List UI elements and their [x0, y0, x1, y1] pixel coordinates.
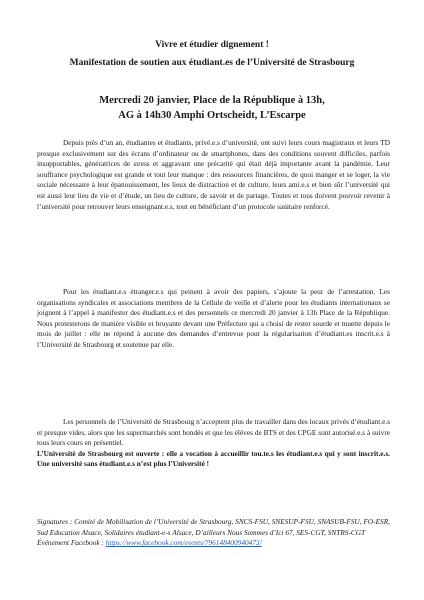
paragraph-1 [37, 138, 390, 212]
paragraph-text: Pour les étudiant.e.s étranger.e.s qui peinent à avoir des papiers, s’ajoute la peur de l’arrestation. Les organisations syndicales et associations membres de la Cellule de veille et d’alerte pour les étudiants internationaux se joignent à l’appel à manifester des étudiant.e.s et des personnels ce mercredi 20 janvier à 13h Place de la République. Nous protesterons de manière visible et bruyante devant une Préfecture qui a choisi de rester sourde et muette depuis le mois de juillet : elle ne répond à aucune des demandes d’entrevue pour la régularisation d’étudiant.es inscrit.e.s à l’Université de Strasbourg et soutenue par elle. [37, 287, 390, 349]
event-assembly: AG à 14h30 Amphi Ortscheidt, L’Escarpe [118, 110, 306, 121]
signatures-block [37, 517, 390, 549]
event-date-place: Mercredi 20 janvier, Place de la République à 13h, [99, 95, 325, 106]
paragraph-3 [37, 417, 390, 470]
facebook-event-link[interactable]: https://www.facebook.com/events/796148400940473/ [105, 538, 262, 548]
paragraph-text: Depuis près d’un an, étudiantes et étudiants, privé.e.s d’université, ont suivi leurs cours magistraux et leurs TD presque exclusivement sur des écrans d’ordinateur ou de smartphones, dans des conditions souvent difficiles, parfois insupportables, génératrices de stress et aggravant une précarité qui était déjà importante avant la pandémie. Leur souffrance psychologique est grande et tout leur manque : des ressources financières, de quoi manger et se loger, la vie sociale nécessaire à leur épanouissement, les lieux de distraction et de culture, leurs ami.e.s et bien sûr l’université qui est aussi leur lieu de vie et d’étude, un lieu de culture, de savoir et de partage. Toutes et tous doivent pouvoir revenir à l’université pour retrouver leurs enseignant.e.s, tout en bénéficiant d’un protocole sanitaire renforcé. [37, 138, 390, 211]
document-title: Vivre et étudier dignement ! [155, 40, 269, 50]
closing-statement: L’Université de Strasbourg est ouverte : elle a vocation à accueillir tou.te.s les étudiant.e.s qui y sont inscrit.e.s. Une université sans étudiant.e.s n’est plus l’Université ! [37, 448, 390, 469]
signatures-list: Signatures : Comité de Mobilisation de l’Université de Strasbourg, SNCS-FSU, SNESUP-FSU, SNASUB-FSU, FO-ESR, Sud Education Alsace, Solidaires étudiant-e-s Alsace, D’ailleurs Nous Sommes d’Ici 67, SES-CGT, SNTRS-CGT [37, 517, 390, 537]
paragraph-2 [37, 287, 390, 351]
paragraph-text: Les personnels de l’Université de Strasbourg n’acceptent plus de travailler dans des locaux privés d’étudiant.e.s et presque vides, alors que les supermarchés sont bondés et que les élèves de BTS et des CPGE sont autorisé.e.s à suivre tous leurs cours en présentiel. [37, 417, 390, 448]
facebook-event-line [37, 538, 390, 549]
event-details [40, 93, 384, 123]
facebook-label: Événement Facebook : [37, 538, 106, 548]
document-subtitle: Manifestation de soutien aux étudiant.es de l’Université de Strasbourg [69, 58, 355, 68]
